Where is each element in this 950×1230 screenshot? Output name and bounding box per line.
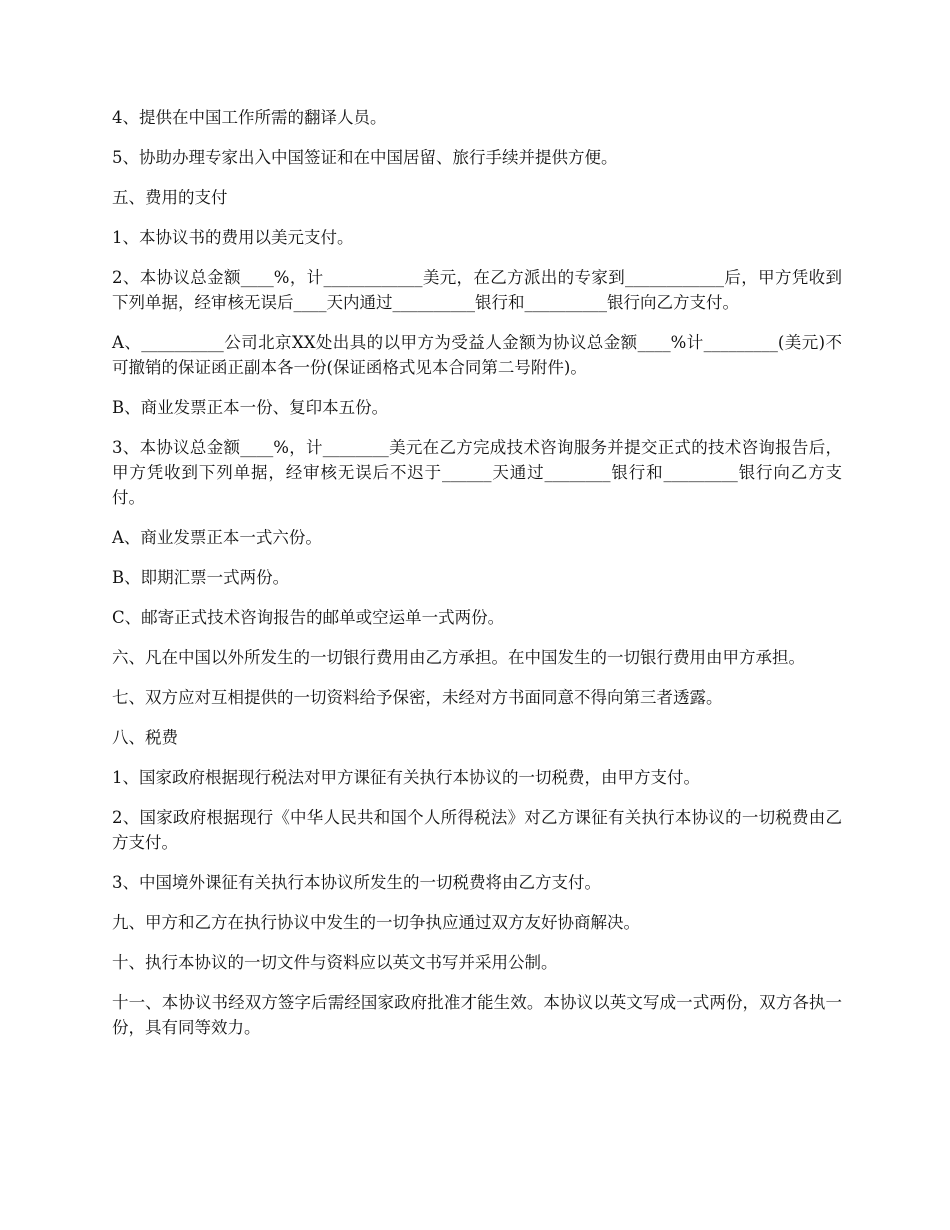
paragraph-tax-overseas: 3、中国境外课征有关执行本协议所发生的一切税费将由乙方支付。 xyxy=(112,873,601,892)
section-language-units: 十、执行本协议的一切文件与资料应以英文书写并采用公制。 xyxy=(112,953,558,972)
paragraph-tax-party-b: 2、国家政府根据现行《中华人民共和国个人所得税法》对乙方课征有关执行本协议的一切税费由乙方支付。 xyxy=(112,808,842,852)
paragraph-invoice-six-copies: A、商业发票正本一式六份。 xyxy=(112,528,322,547)
paragraph-payment-first-installment: 2、本协议总金额____%，计____________美元，在乙方派出的专家到____________后，甲方凭收到下列单据，经审核无误后____天内通过__________银行和__________银行向乙方支付。 xyxy=(112,268,842,312)
paragraph-item-5-visa: 5、协助办理专家出入中国签证和在中国居留、旅行手续并提供方便。 xyxy=(112,148,618,167)
section-heading-payment: 五、费用的支付 xyxy=(112,188,228,207)
paragraph-guarantee-letter: A、__________公司北京XX处出具的以甲方为受益人金额为协议总金额____%计_________(美元)不可撤销的保证函正副本各一份(保证函格式见本合同第二号附件)。 xyxy=(112,333,842,377)
section-heading-taxes: 八、税费 xyxy=(112,728,178,747)
paragraph-item-4-translators: 4、提供在中国工作所需的翻译人员。 xyxy=(112,108,387,127)
paragraph-tax-party-a: 1、国家政府根据现行税法对甲方课征有关执行本协议的一切税费，由甲方支付。 xyxy=(112,768,700,787)
section-effectiveness: 十一、本协议书经双方签字后需经国家政府批准才能生效。本协议以英文写成一式两份，双方各执一份，具有同等效力。 xyxy=(112,993,842,1037)
paragraph-payment-second-installment: 3、本协议总金额____%，计________美元在乙方完成技术咨询服务并提交正式的技术咨询报告后，甲方凭收到下列单据，经审核无误后不迟于______天通过________银行和_________银行向乙方支付。 xyxy=(112,438,842,507)
section-confidentiality: 七、双方应对互相提供的一切资料给予保密，未经对方书面同意不得向第三者透露。 xyxy=(112,688,723,707)
document-body xyxy=(112,105,842,1055)
section-bank-charges: 六、凡在中国以外所发生的一切银行费用由乙方承担。在中国发生的一切银行费用由甲方承担。 xyxy=(112,648,805,667)
section-dispute-resolution: 九、甲方和乙方在执行协议中发生的一切争执应通过双方友好协商解决。 xyxy=(112,913,640,932)
paragraph-airway-bill: C、邮寄正式技术咨询报告的邮单或空运单一式两份。 xyxy=(112,608,505,627)
paragraph-sight-draft: B、即期汇票一式两份。 xyxy=(112,568,290,587)
paragraph-payment-currency: 1、本协议书的费用以美元支付。 xyxy=(112,228,354,247)
paragraph-commercial-invoice: B、商业发票正本一份、复印本五份。 xyxy=(112,398,389,417)
